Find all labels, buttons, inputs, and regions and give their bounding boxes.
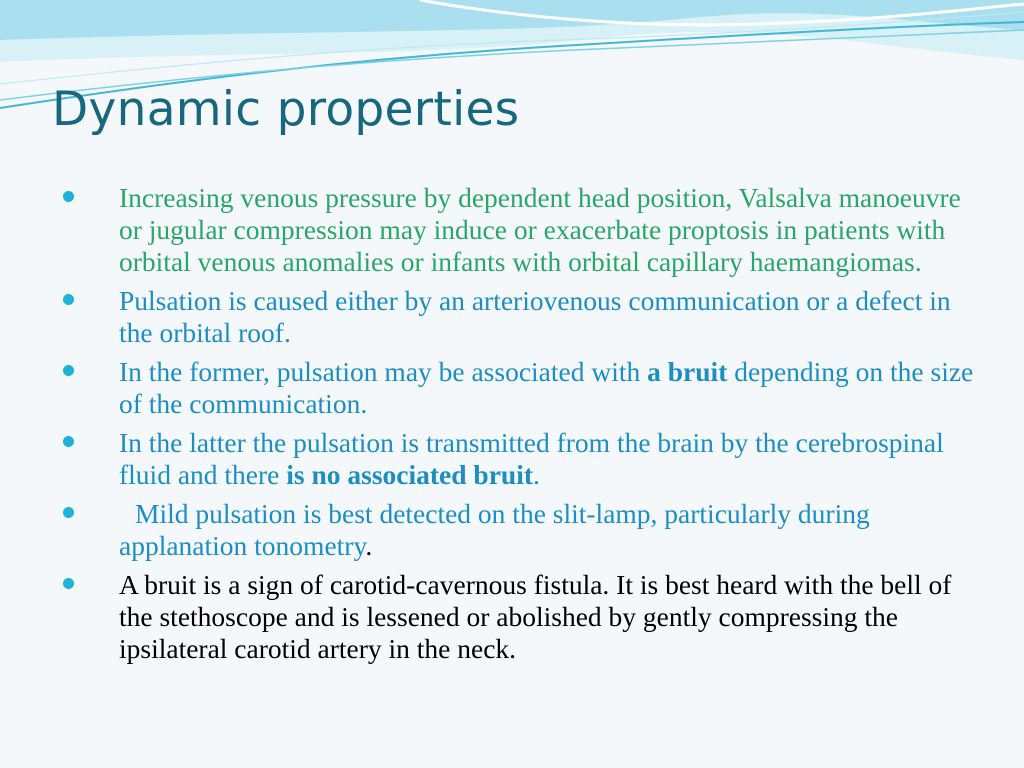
bullet-item-3 [63, 356, 978, 420]
bullet-text: Increasing venous pressure by dependent head position, Valsalva manoeuvre or jugular compression may induce or exacerbate proptosis in patients with orbital venous anomalies or infants with orbital capillary haemangiomas. [119, 182, 961, 277]
bullet-text-after: depending on the size of the communication. [119, 356, 974, 419]
bullet-text-before: In the latter the pulsation is transmitted from the brain by the cerebrospinal fluid and there [119, 427, 944, 490]
bullet-list [63, 182, 978, 672]
bullet-dot-icon [63, 294, 74, 305]
bullet-dot-icon [63, 436, 74, 447]
bullet-text-before: In the former, pulsation may be associated with [119, 356, 648, 387]
slide-title: Dynamic properties [52, 82, 520, 137]
bullet-item-5 [63, 498, 978, 562]
bullet-item-4 [63, 427, 978, 491]
bullet-suffix: . [365, 530, 373, 561]
bullet-item-1 [63, 182, 978, 278]
bullet-bold-term: a bruit [647, 356, 728, 387]
bullet-dot-icon [63, 191, 74, 202]
bullet-dot-icon [63, 507, 74, 518]
bullet-text: Mild pulsation is best detected on the slit-lamp, particularly during applanation tonometry [119, 498, 870, 561]
bullet-item-6 [63, 569, 978, 665]
bullet-text: Pulsation is caused either by an arteriovenous communication or a defect in the orbital roof. [119, 285, 951, 348]
bullet-item-2 [63, 285, 978, 349]
bullet-dot-icon [63, 578, 74, 589]
bullet-text-after: . [533, 459, 540, 490]
bullet-bold-term: is no associated bruit [286, 459, 533, 490]
bullet-dot-icon [63, 365, 74, 376]
bullet-text: A bruit is a sign of carotid-cavernous fistula. It is best heard with the bell of the stethoscope and is lessened or abolished by gently compressing the ipsilateral carotid artery in the neck. [119, 569, 952, 664]
